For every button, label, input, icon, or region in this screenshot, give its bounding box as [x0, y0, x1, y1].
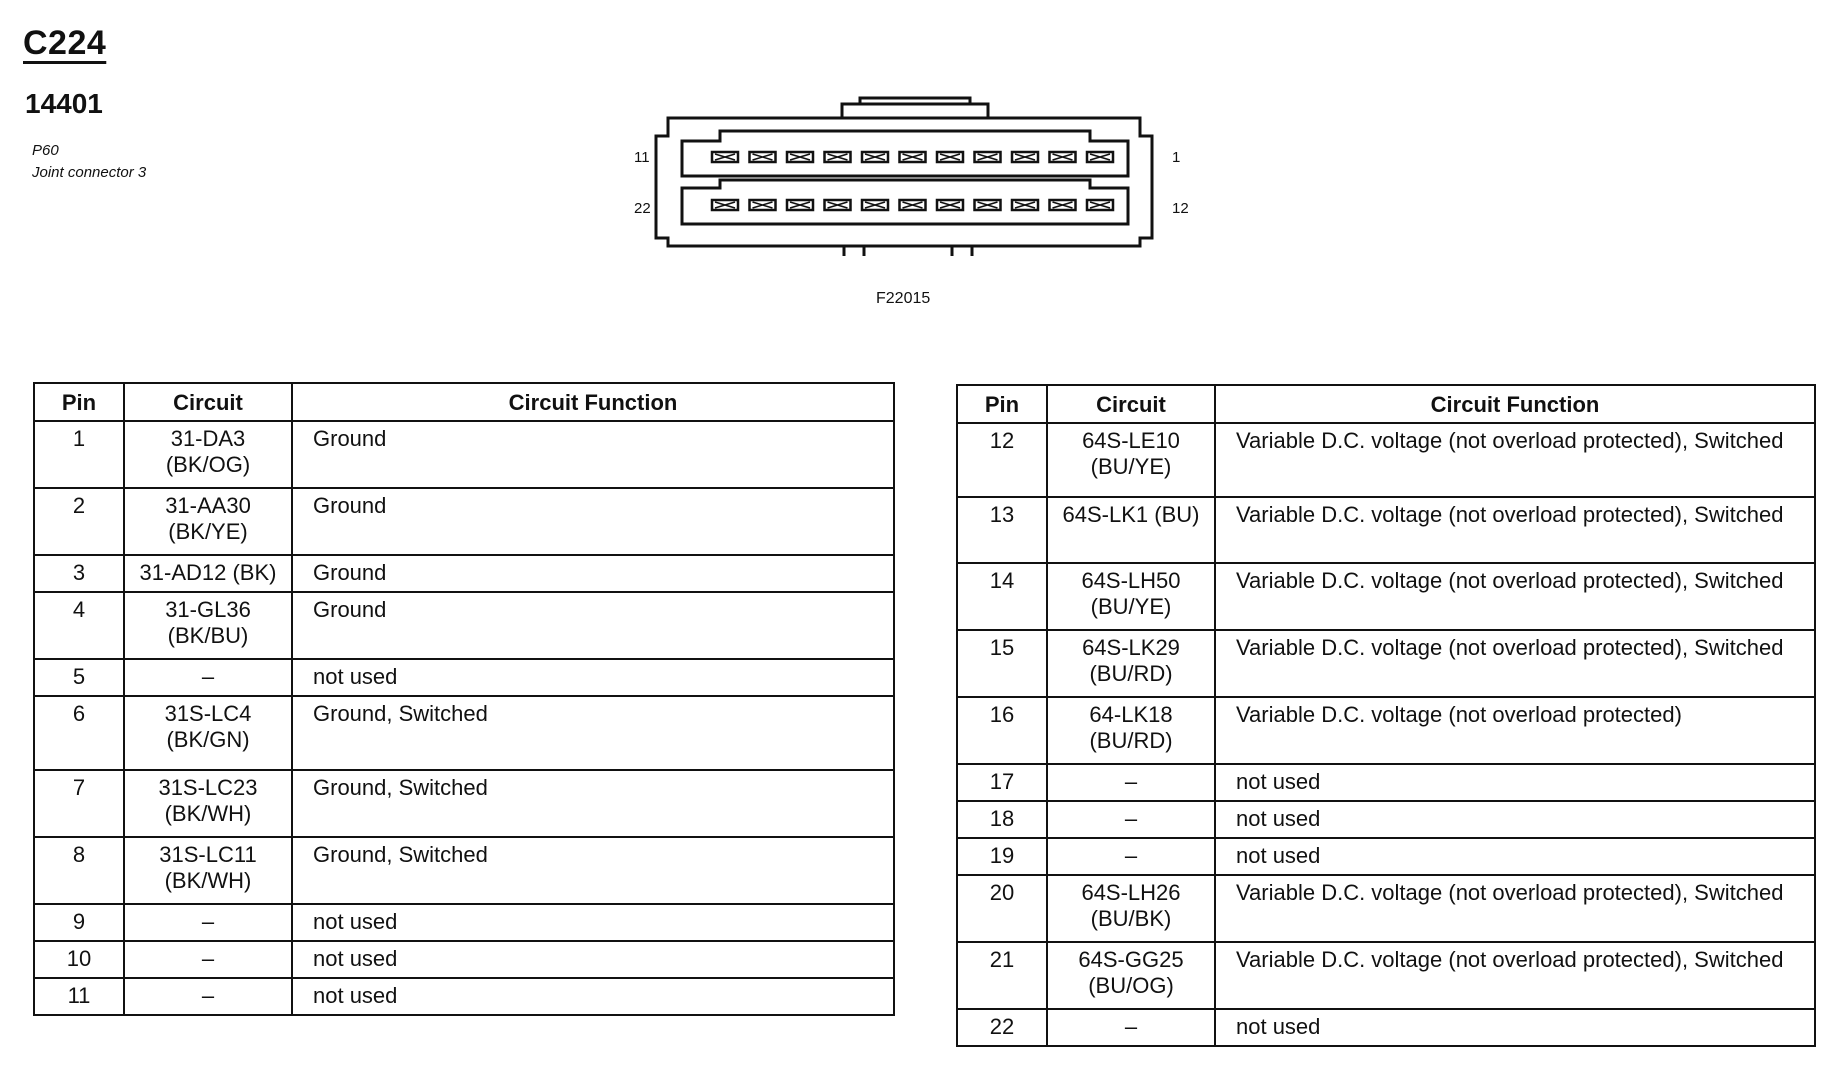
circuit-function-cell: Ground, Switched [292, 696, 894, 770]
circuit-function-cell: Ground [292, 421, 894, 488]
circuit-id: – [1124, 1014, 1138, 1039]
circuit-id: – [201, 909, 215, 934]
terminal-mark [903, 154, 923, 160]
function-header: Circuit Function [292, 383, 894, 421]
wire-color: (BK/GN) [166, 727, 250, 752]
circuit-id: – [201, 664, 215, 689]
terminal-mark [753, 154, 773, 160]
table-row [34, 421, 894, 488]
circuit-cell [124, 941, 292, 978]
circuit-function-cell: Ground [292, 555, 894, 592]
wire-color: (BK/OG) [165, 452, 251, 477]
pin-header: Pin [957, 385, 1047, 423]
circuit-cell [1047, 630, 1215, 697]
table-row [957, 764, 1815, 801]
table-row [957, 563, 1815, 630]
circuit-function-cell: Variable D.C. voltage (not overload protected), Switched [1215, 942, 1815, 1009]
circuit-id: 64S-LE10 [1082, 428, 1180, 453]
circuit-function-cell: not used [292, 659, 894, 696]
wire-color: (BU/YE) [1090, 594, 1172, 619]
terminal-mark [940, 154, 960, 160]
circuit-id: 64-LK18 [1089, 702, 1173, 727]
wire-color: (BU/RD) [1089, 661, 1173, 686]
circuit-cell [1047, 942, 1215, 1009]
terminal-mark [828, 154, 848, 160]
terminal-mark [865, 154, 885, 160]
circuit-function-cell: not used [292, 941, 894, 978]
circuit-function-cell: not used [1215, 801, 1815, 838]
circuit-function-cell: Variable D.C. voltage (not overload protected) [1215, 697, 1815, 764]
terminal-mark [1090, 202, 1110, 208]
connector-latch [842, 104, 988, 118]
circuit-cell [124, 421, 292, 488]
circuit-id: 64S-LK29 [1082, 635, 1180, 660]
pin-cell: 11 [34, 978, 124, 1015]
circuit-cell [124, 696, 292, 770]
pin-cell: 22 [957, 1009, 1047, 1046]
pin-cell: 14 [957, 563, 1047, 630]
part-number: 14401 [25, 88, 103, 119]
terminal-mark [1053, 202, 1073, 208]
connector-face-diagram [620, 96, 1240, 256]
circuit-id: 31-AD12 (BK) [139, 560, 277, 585]
circuit-id: – [1124, 769, 1138, 794]
circuit-function-cell: Variable D.C. voltage (not overload protected), Switched [1215, 630, 1815, 697]
circuit-id: 31S-LC11 [159, 842, 257, 867]
terminal-mark [1090, 154, 1110, 160]
terminal-mark [790, 202, 810, 208]
terminal-mark [1015, 202, 1035, 208]
circuit-cell [1047, 697, 1215, 764]
wire-color: (BU/RD) [1089, 728, 1173, 753]
table-row [34, 941, 894, 978]
wire-color: (BK/WH) [164, 868, 252, 893]
table-header-row [957, 385, 1815, 423]
table-row [957, 1009, 1815, 1046]
table-row [957, 838, 1815, 875]
circuit-function-cell: Ground [292, 592, 894, 659]
terminal-mark [828, 202, 848, 208]
circuit-function-cell: Variable D.C. voltage (not overload protected), Switched [1215, 875, 1815, 942]
pin-header: Pin [34, 383, 124, 421]
table-row [34, 696, 894, 770]
table-row [34, 488, 894, 555]
circuit-function-cell: not used [1215, 1009, 1815, 1046]
circuit-function-cell: Variable D.C. voltage (not overload protected), Switched [1215, 497, 1815, 563]
terminal-mark [978, 202, 998, 208]
terminal-mark [715, 154, 735, 160]
circuit-id: – [1124, 843, 1138, 868]
circuit-cell [124, 978, 292, 1015]
table-row [957, 942, 1815, 1009]
terminal-mark [715, 202, 735, 208]
table-row [957, 423, 1815, 497]
circuit-function-cell: Variable D.C. voltage (not overload protected), Switched [1215, 563, 1815, 630]
pin-cell: 20 [957, 875, 1047, 942]
circuit-function-cell: Ground, Switched [292, 837, 894, 904]
pin-label-11: 11 [634, 149, 650, 166]
pin-table-right [956, 384, 1816, 1047]
circuit-cell [1047, 497, 1215, 563]
pin-table-body-left [34, 421, 894, 1015]
circuit-id: 64S-LK1 (BU) [1062, 502, 1200, 527]
connector-id: C224 [23, 24, 107, 62]
pin-cell: 15 [957, 630, 1047, 697]
circuit-cell [124, 837, 292, 904]
terminal-mark [790, 154, 810, 160]
circuit-function-cell: not used [292, 904, 894, 941]
table-row [34, 904, 894, 941]
pin-cell: 10 [34, 941, 124, 978]
circuit-cell [124, 488, 292, 555]
circuit-function-cell: Variable D.C. voltage (not overload protected), Switched [1215, 423, 1815, 497]
circuit-function-cell: not used [1215, 838, 1815, 875]
pin-cell: 6 [34, 696, 124, 770]
pin-cell: 8 [34, 837, 124, 904]
connector-location [32, 140, 146, 184]
location-code: P60 [32, 142, 59, 159]
circuit-function-cell: Ground [292, 488, 894, 555]
circuit-cell [1047, 875, 1215, 942]
circuit-cell [1047, 801, 1215, 838]
circuit-id: 31S-LC23 [158, 775, 258, 800]
circuit-id: 31S-LC4 [164, 701, 252, 726]
pin-table-body-right [957, 423, 1815, 1046]
connector-housing [656, 118, 1152, 246]
circuit-id: – [201, 983, 215, 1008]
pin-table-left [33, 382, 895, 1016]
connector-description: Joint connector 3 [32, 164, 147, 181]
upper-terminals [712, 152, 1113, 162]
terminal-mark [978, 154, 998, 160]
lower-terminals [712, 200, 1113, 210]
circuit-id: 64S-LH50 [1081, 568, 1181, 593]
table-row [34, 659, 894, 696]
table-row [34, 770, 894, 837]
circuit-cell [124, 659, 292, 696]
circuit-cell [1047, 838, 1215, 875]
pin-label-12: 12 [1172, 200, 1189, 217]
terminal-mark [1053, 154, 1073, 160]
circuit-id: – [1124, 806, 1138, 831]
pin-cell: 12 [957, 423, 1047, 497]
pin-cell: 16 [957, 697, 1047, 764]
circuit-id: 64S-LH26 [1081, 880, 1181, 905]
pin-cell: 2 [34, 488, 124, 555]
circuit-cell [124, 592, 292, 659]
table-row [957, 875, 1815, 942]
pin-cell: 3 [34, 555, 124, 592]
circuit-function-cell: Ground, Switched [292, 770, 894, 837]
pin-label-1: 1 [1172, 149, 1181, 166]
pin-cell: 13 [957, 497, 1047, 563]
circuit-function-cell: not used [1215, 764, 1815, 801]
circuit-header: Circuit [1047, 385, 1215, 423]
wire-color: (BK/WH) [164, 801, 252, 826]
circuit-function-cell: not used [292, 978, 894, 1015]
table-row [957, 801, 1815, 838]
wire-color: (BK/YE) [168, 519, 248, 544]
circuit-header: Circuit [124, 383, 292, 421]
pin-cell: 9 [34, 904, 124, 941]
table-row [957, 497, 1815, 563]
pin-cell: 19 [957, 838, 1047, 875]
circuit-id: 64S-GG25 [1078, 947, 1184, 972]
terminal-mark [865, 202, 885, 208]
pin-cell: 17 [957, 764, 1047, 801]
terminal-mark [753, 202, 773, 208]
table-row [957, 697, 1815, 764]
circuit-cell [124, 904, 292, 941]
pin-cell: 1 [34, 421, 124, 488]
wire-color: (BU/YE) [1090, 454, 1172, 479]
circuit-cell [1047, 563, 1215, 630]
circuit-cell [1047, 764, 1215, 801]
terminal-mark [940, 202, 960, 208]
terminal-mark [1015, 154, 1035, 160]
terminal-mark [903, 202, 923, 208]
table-row [34, 592, 894, 659]
figure-code: F22015 [876, 290, 931, 307]
circuit-id: – [201, 946, 215, 971]
table-row [34, 555, 894, 592]
table-row [34, 837, 894, 904]
table-row [34, 978, 894, 1015]
wire-color: (BU/BK) [1090, 906, 1172, 931]
circuit-id: 31-GL36 [165, 597, 251, 622]
table-header-row [34, 383, 894, 421]
wire-color: (BK/BU) [167, 623, 249, 648]
pin-cell: 7 [34, 770, 124, 837]
table-row [957, 630, 1815, 697]
circuit-cell [124, 770, 292, 837]
circuit-id: 31-DA3 [170, 426, 246, 451]
circuit-cell [124, 555, 292, 592]
circuit-cell [1047, 1009, 1215, 1046]
pin-label-22: 22 [634, 200, 651, 217]
pin-cell: 18 [957, 801, 1047, 838]
wire-color: (BU/OG) [1088, 973, 1174, 998]
function-header: Circuit Function [1215, 385, 1815, 423]
circuit-id: 31-AA30 [165, 493, 251, 518]
circuit-cell [1047, 423, 1215, 497]
pin-cell: 4 [34, 592, 124, 659]
pin-cell: 5 [34, 659, 124, 696]
pin-cell: 21 [957, 942, 1047, 1009]
